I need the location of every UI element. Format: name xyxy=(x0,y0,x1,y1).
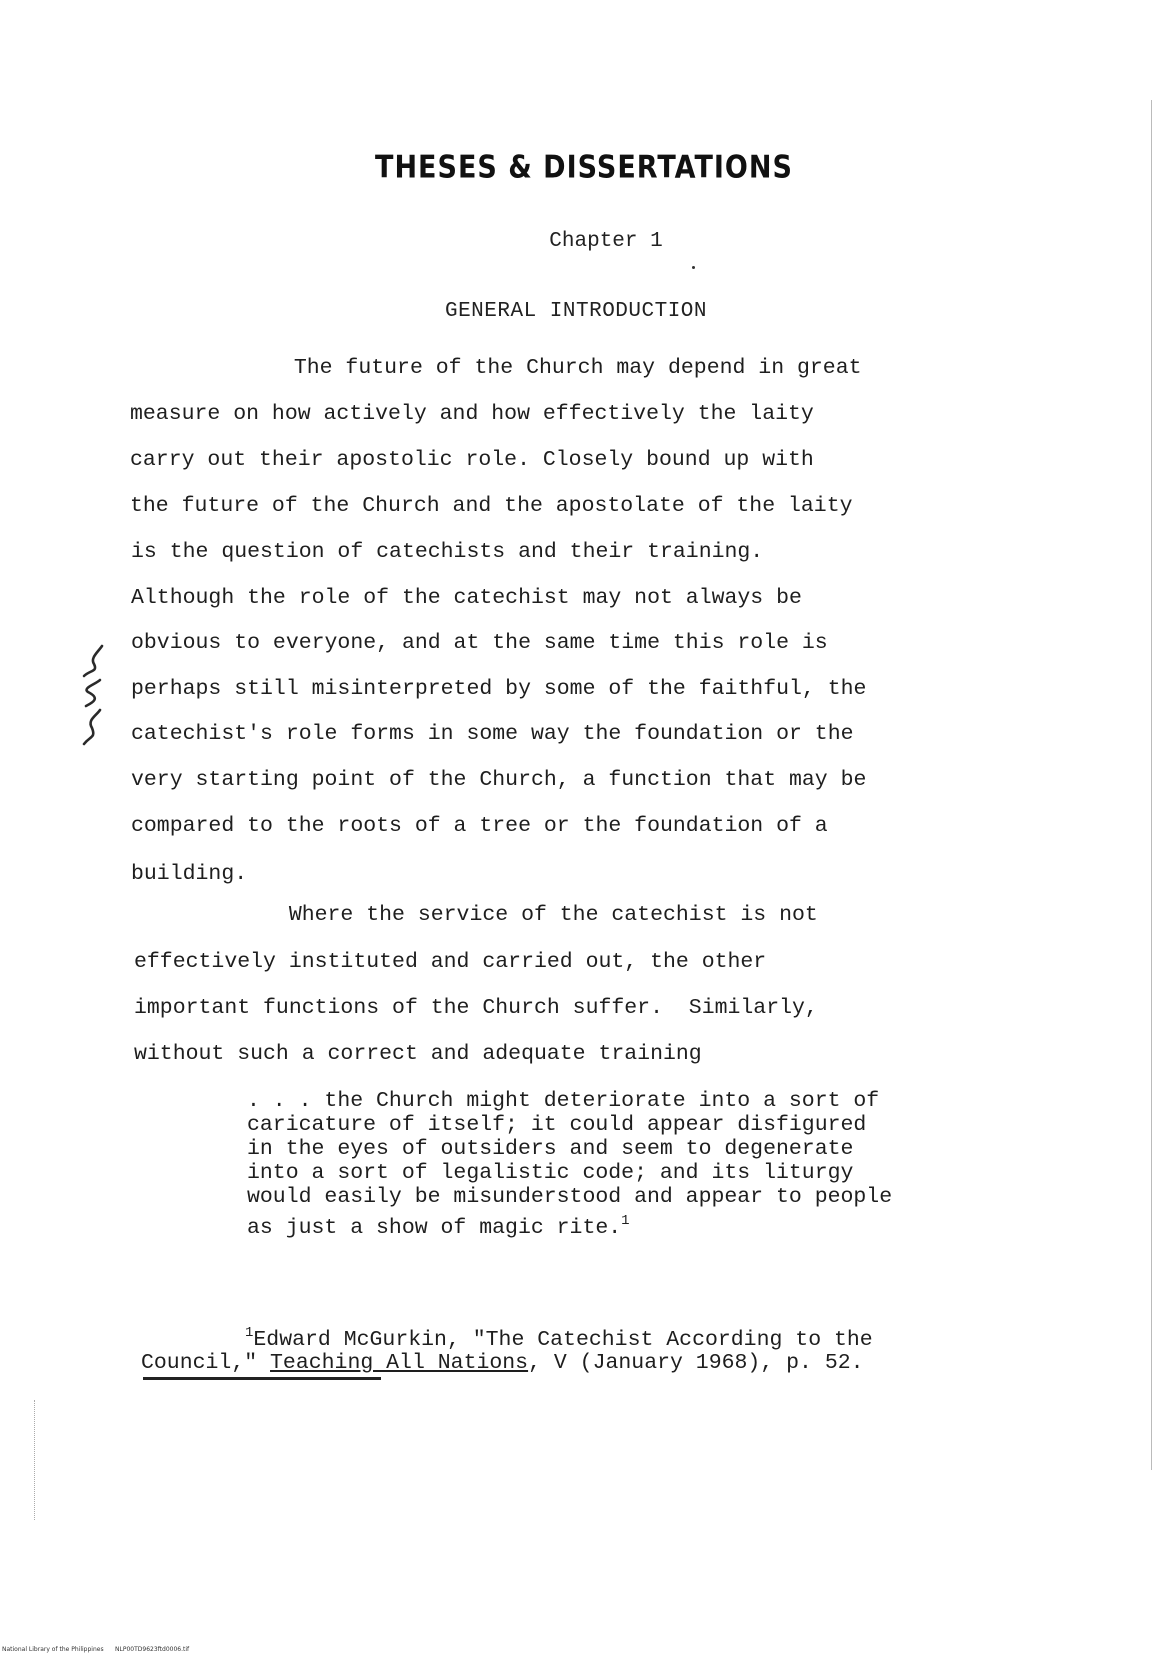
footnote-line xyxy=(245,1325,873,1352)
theses-dissertations-stamp: THESES & DISSERTATIONS xyxy=(375,149,793,186)
body-line: compared to the roots of a tree or the foundation of a xyxy=(131,814,828,838)
body-line: carry out their apostolic role. Closely bound up with xyxy=(130,448,814,472)
body-line: Although the role of the catechist may not always be xyxy=(131,586,802,610)
body-line: effectively instituted and carried out, the other xyxy=(134,950,767,974)
footnote-marker: 1 xyxy=(245,1325,254,1341)
body-line: catechist's role forms in some way the foundation or the xyxy=(131,722,854,746)
quote-line: would easily be misunderstood and appear to people xyxy=(247,1185,893,1209)
quote-line xyxy=(247,1209,630,1240)
scan-edge-marks xyxy=(34,1400,39,1520)
body-line: obvious to everyone, and at the same time this role is xyxy=(131,631,828,655)
body-line: Where the service of the catechist is not xyxy=(134,903,818,927)
chapter-heading: GENERAL INTRODUCTION xyxy=(444,300,708,323)
footnote-text: Edward McGurkin, "The Catechist According to the xyxy=(253,1328,873,1352)
scan-speck xyxy=(692,266,695,269)
library-caption: National Library of the Philippines NLP00TD9623ftd0006.tif xyxy=(2,1646,190,1653)
body-line: building. xyxy=(131,862,248,886)
body-line: without such a correct and adequate training xyxy=(134,1042,702,1066)
journal-title: Teaching All Nations xyxy=(270,1351,529,1375)
footnote-reference: 1 xyxy=(621,1213,630,1229)
footnote-line xyxy=(141,1351,864,1375)
body-line: very starting point of the Church, a function that may be xyxy=(131,768,867,792)
handwritten-margin-note xyxy=(76,640,106,750)
quote-line: . . . the Church might deteriorate into a sort of xyxy=(247,1089,880,1113)
body-line: The future of the Church may depend in great xyxy=(139,356,862,380)
body-line: important functions of the Church suffer. Similarly, xyxy=(134,996,818,1020)
body-line: is the question of catechists and their training. xyxy=(131,540,764,564)
chapter-number: Chapter 1 xyxy=(549,230,663,253)
body-line: perhaps still misinterpreted by some of the faithful, the xyxy=(131,677,867,701)
body-line: the future of the Church and the apostolate of the laity xyxy=(130,494,853,518)
body-line: measure on how actively and how effectively the laity xyxy=(130,402,814,426)
footnote-separator xyxy=(143,1377,381,1380)
footnote-text: Council," xyxy=(141,1351,271,1375)
quote-line: caricature of itself; it could appear disfigured xyxy=(247,1113,867,1137)
footnote-text: , V (January 1968), p. 52. xyxy=(528,1351,864,1375)
quote-line: in the eyes of outsiders and seem to degenerate xyxy=(247,1137,854,1161)
quote-line: into a sort of legalistic code; and its liturgy xyxy=(247,1161,854,1185)
quote-last-text: as just a show of magic rite. xyxy=(247,1216,622,1240)
